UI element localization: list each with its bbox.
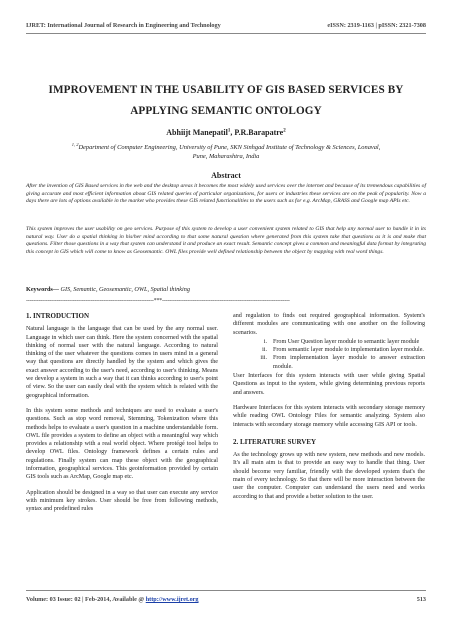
right-column (233, 312, 425, 508)
affiliation-line-2: Pune, Maharashtra, India (192, 152, 260, 160)
affiliation (40, 141, 412, 161)
title-line-2: APPLYING SEMANTIC ONTOLOGY (130, 105, 322, 117)
author-2-sup: 2 (283, 128, 286, 134)
intro-paragraph-1: Natural language is the language that can be used by the any normal user. Language in which user can think. Here the system concerned with the spatial thinking of normal user with the natural language. According to natural thinking of the user whatever the questions comes in users mind in a general way that questions are directly handled by the system and which gives the exact answer according to the user's need, according to user's thinking. Means we develop a system in such a way that it can thinks according to user's point of view. So the user can easily deal with the system which is related with the geographical information. (26, 326, 218, 399)
author-1: Abhiijt Manepatil (166, 128, 228, 137)
abstract-paragraph-1: After the invention of GIS Based services in the web and the desktop areas it becomes the most widely used services over the internet and because of its tremendous capabilities of giving accurate and most efficient information about GIS related queries of particular organizations, for users or industries these services are on the peak of popularity. Now a days there are lots of options available in the market who provides these GIS related functionalities to the users such as for e.g. ArcMap, GRASS and Google map APIs etc. (26, 183, 426, 205)
journal-issn: eISSN: 2319-1163 | pISSN: 2321-7308 (327, 22, 426, 29)
intro-paragraph-3: Application should be designed in a way so that user can execute any service with minimum key strokes. User should be free from following methods, syntax and predefined rules (26, 489, 218, 513)
list-item (233, 354, 425, 371)
intro-heading: 1. INTRODUCTION (26, 312, 90, 320)
author-1-sup: 1 (227, 128, 231, 134)
module-list (233, 338, 425, 371)
affiliation-sup: 1, 2 (71, 142, 79, 147)
journal-link[interactable]: http://www.ijret.org (145, 596, 199, 603)
keywords-label: Keywords— (26, 286, 59, 293)
keywords-text: GIS, Semantic, Geosemantic, OWL, Spatial thinking (59, 286, 190, 293)
author-separator: , (230, 128, 235, 137)
left-column (26, 312, 218, 521)
list-text: From semantic layer module to implementation layer module. (273, 347, 424, 354)
list-text: From User Question layer module to semantic layer module (273, 338, 420, 345)
title-line-1: IMPROVEMENT IN THE USABILITY OF GIS BASED SERVICES BY (48, 84, 404, 96)
list-item (233, 346, 425, 354)
page-number: 513 (416, 596, 426, 603)
keywords (26, 286, 426, 293)
page-footer (26, 596, 426, 603)
header-rule (26, 33, 426, 34)
paper-title (30, 80, 422, 122)
intro-paragraph-4: and regulation to finds out required geographical information. System's different modules are communicating with one another on the following scenarios. (233, 313, 425, 336)
intro-paragraph-5: User Interfaces for this system interacts with user while giving Spatial Questions as input to the system, while giving determining previous reports and answers. (233, 373, 425, 396)
footer-volume (26, 596, 199, 603)
intro-paragraph-6: Hardware Interfaces for this system interacts with secondary storage memory while reading OWL Ontology Files for semantic analyzing. System also interacts with secondary storage memory while accessing GIS API or tools. (233, 404, 425, 428)
list-number: i. (263, 338, 267, 345)
section-separator: -----------------------------------------------------------------------***----------------------------------------------------------------------- (26, 298, 290, 304)
author-2: P.R.Barapatre (234, 128, 284, 137)
literature-paragraph-1: As the technology grows up with new system, new methods and new models. It's all main aim is that to provide an easy way to handle that thing. User should become very familiar, friendly with the developed system that's the main of every technology. So that there will be more interaction between the user the computer. Computer can understand the users need and works according to that and provide a better solution to the user. (233, 452, 425, 500)
journal-name: IJRET: International Journal of Research in Engineering and Technology (26, 22, 221, 29)
abstract-heading: Abstract (211, 171, 241, 180)
affiliation-line-1: Department of Computer Engineering, University of Pune, SKN Sinhgad Institute of Technology & Sciences, Lonaval, (78, 144, 381, 152)
literature-heading: 2. LITERATURE SURVEY (233, 437, 317, 446)
list-item (233, 338, 425, 346)
author-list (30, 128, 422, 137)
list-number: iii. (260, 355, 267, 362)
list-text: From implementation layer module to answer extraction module. (273, 355, 425, 370)
intro-paragraph-2: In this system some methods and techniques are used to evaluate a user's questions. Such as stop word removal, Stemming, Tokenization where this methods helps to evaluate a user's question in a machine understandable form. OWL file provides a system to define an object with a meaningful way which provides a relationship with a real world object. Where protégé tool helps to develop OWL files. Ontology framework defines a certain rules and regulations. Finally system can map these object with the geographical information, geographical services. This geoinformation provided by certain GIS tools such as ArcMap, Google map etc. (26, 407, 218, 481)
footer-rule (26, 590, 426, 591)
footer-volume-text: Volume: 03 Issue: 02 | Feb-2014, Available @ (26, 596, 146, 603)
abstract-paragraph-2: This system improves the user usability on geo services. Purpose of this system to develop a user convenient system related to GIS that help any normal user to handle it in its natural way. User do a spatial thinking in his/her mind according to that some natural question where generated from this system take that questions as it is and make that questions. Filter those questions in a way that system can understand it and produce an exact result. Semantic concept gives a common and meaningful data format by integrating this concept in GIS which will come to know as Geosemantic. OWL files provide well defined relationship between the object by mapping with real word things. (26, 226, 426, 255)
journal-header (26, 22, 426, 29)
list-number: ii. (262, 347, 267, 354)
